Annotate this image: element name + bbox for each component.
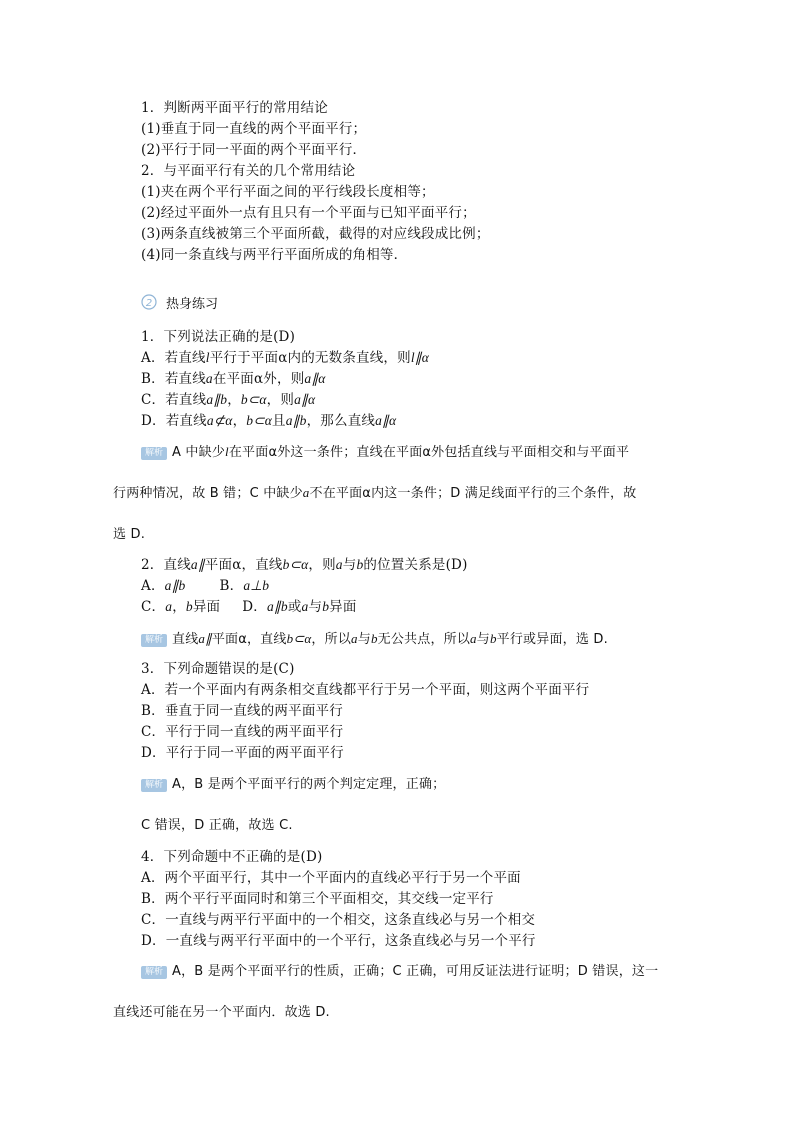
question-4-stem: 4．下列命题中不正确的是(D) [141,849,323,865]
conclusion-item: (4)同一条直线与两平行平面所成的角相等． [141,247,408,263]
question-2-stem: 2．直线a∥平面α，直线b⊂α，则a与b的位置关系是(D) [141,557,468,573]
question-1-analysis: 解析 A 中缺少l在平面α外这一条件；直线在平面α外包括直线与平面相交和与平面平 [141,443,629,462]
conclusion-heading-2: 2．与平面平行有关的几个常用结论 [141,163,356,179]
svg-text:2: 2 [145,298,153,309]
question-4-option-d: D．一直线与两平行平面中的一个平行，这条直线必与另一个平行 [141,933,536,949]
analysis-badge: 解析 [141,447,167,460]
section-number-icon [141,294,157,310]
conclusion-item: (3)两条直线被第三个平面所截，截得的对应线段成比例； [141,226,490,242]
question-2-options-cd: C．a，b异面 D．a∥b或a与b异面 [141,599,357,615]
question-4-analysis: 解析 A，B 是两个平面平行的性质，正确；C 正确，可用反证法进行证明；D 错误，这一 [141,963,658,981]
question-1-option-d: D．若直线a⊄α，b⊂α且a∥b，那么直线a∥α [141,413,397,429]
conclusion-item: (2)平行于同一平面的两个平面平行． [141,142,367,158]
question-1-stem: 1．下列说法正确的是(D) [141,329,296,345]
question-3-option-a: A．若一个平面内有两条相交直线都平行于另一个平面，则这两个平面平行 [141,682,590,698]
question-3-stem: 3．下列命题错误的是(C) [141,661,295,677]
question-3-analysis-cont: C 错误，D 正确，故选 C. [141,818,293,833]
question-1-analysis-end: 选 D. [113,527,146,542]
question-1-option-b: B．若直线a在平面α外，则a∥α [141,371,326,387]
question-3-analysis: 解析 A，B 是两个平面平行的两个判定定理，正确； [141,776,445,794]
question-3-option-c: C．平行于同一直线的两平面平行 [141,724,344,740]
question-3-option-d: D．平行于同一平面的两平面平行 [141,745,344,761]
analysis-badge: 解析 [141,779,167,792]
question-2-analysis: 解析 直线a∥平面α，直线b⊂α，所以a与b无公共点，所以a与b平行或异面，选 D. [141,630,608,649]
section-title: 热身练习 [166,297,219,312]
question-2-options-ab: A．a∥b B．a⊥b [141,578,270,594]
conclusion-item: (1)垂直于同一直线的两个平面平行； [141,121,367,137]
conclusion-heading-1: 1．判断两平面平行的常用结论 [141,100,328,116]
question-4-analysis-cont: 直线还可能在另一个平面内．故选 D. [113,1005,330,1020]
question-1-option-a: A．若直线l平行于平面α内的无数条直线，则l∥α [141,350,430,366]
question-4-option-c: C．一直线与两平行平面中的一个相交，这条直线必与另一个相交 [141,912,536,928]
analysis-badge: 解析 [141,634,167,647]
question-4-option-b: B．两个平行平面同时和第三个平面相交，其交线一定平行 [141,891,494,907]
question-3-option-b: B．垂直于同一直线的两平面平行 [141,703,343,719]
analysis-badge: 解析 [141,966,167,979]
conclusion-item: (1)夹在两个平行平面之间的平行线段长度相等； [141,184,435,200]
question-1-analysis-cont: 行两种情况，故 B 错；C 中缺少a不在平面α内这一条件；D 满足线面平行的三个条件，故 [113,485,637,501]
question-4-option-a: A．两个平面平行，其中一个平面内的直线必平行于另一个平面 [141,870,521,886]
question-1-option-c: C．若直线a∥b，b⊂α，则a∥α [141,392,316,408]
conclusion-item: (2)经过平面外一点有且只有一个平面与已知平面平行； [141,205,476,221]
